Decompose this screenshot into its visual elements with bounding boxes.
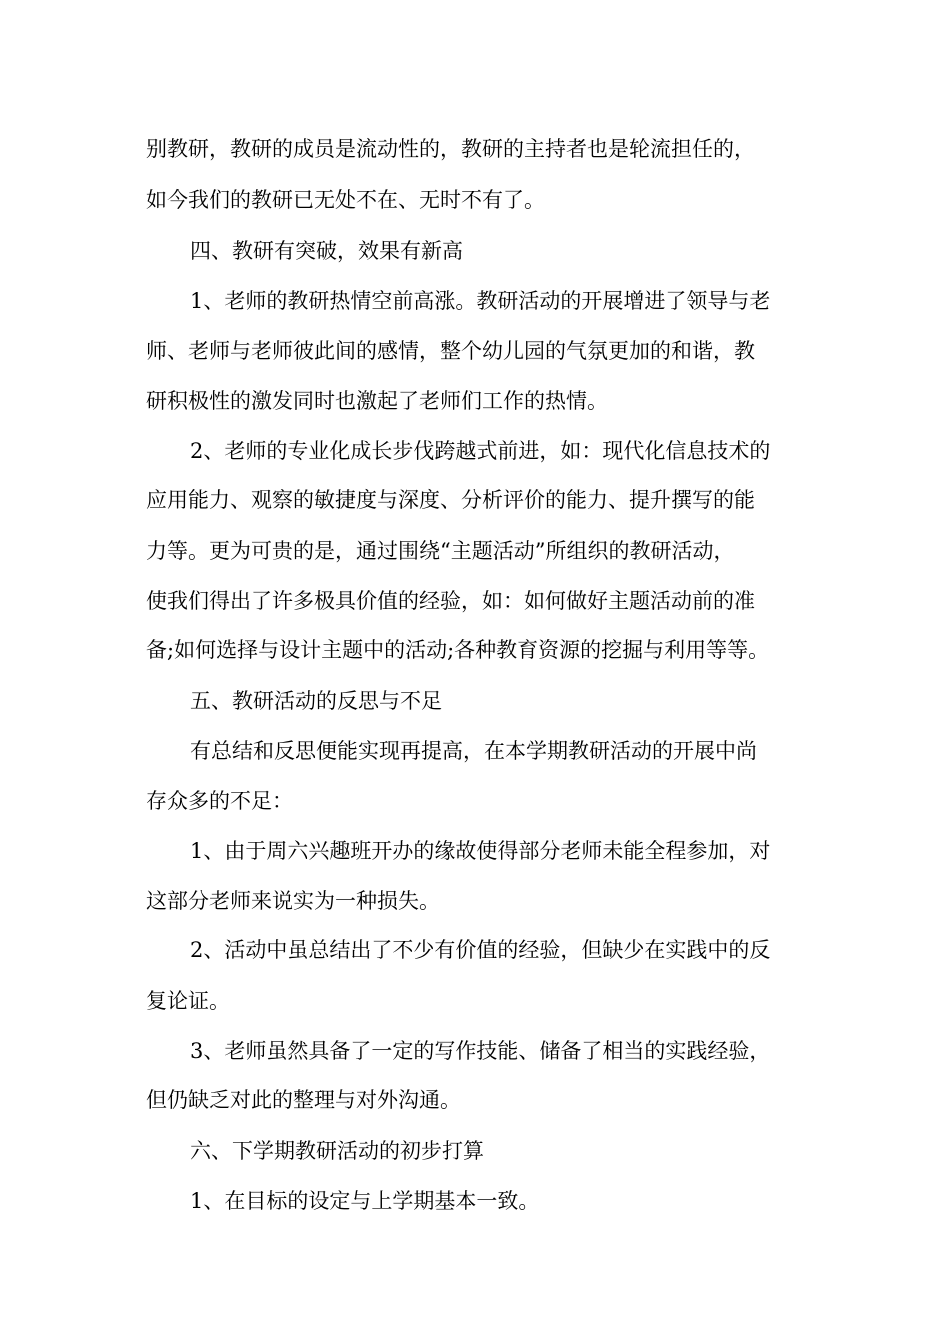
text-line: 备;如何选择与设计主题中的活动;各种教育资源的挖掘与利用等等。 <box>146 638 770 662</box>
section-heading: 五、教研活动的反思与不足 <box>190 689 442 713</box>
text-line: 这部分老师来说实为一种损失。 <box>146 889 440 913</box>
text-line: 2、活动中虽总结出了不少有价值的经验，但缺少在实践中的反 <box>190 938 771 962</box>
text-line: 复论证。 <box>146 989 230 1013</box>
text-line: 3、老师虽然具备了一定的写作技能、储备了相当的实践经验， <box>190 1039 771 1063</box>
text-line: 1、老师的教研热情空前高涨。教研活动的开展增进了领导与老 <box>190 289 771 313</box>
text-line: 力等。更为可贵的是，通过围绕“主题活动”所组织的教研活动， <box>146 539 735 563</box>
section-heading: 六、下学期教研活动的初步打算 <box>190 1139 484 1163</box>
text-line: 2、老师的专业化成长步伐跨越式前进，如：现代化信息技术的 <box>190 439 771 463</box>
text-line: 研积极性的激发同时也激起了老师们工作的热情。 <box>146 389 608 413</box>
text-line: 存众多的不足： <box>146 789 293 813</box>
text-line: 1、在目标的设定与上学期基本一致。 <box>190 1189 540 1213</box>
text-line: 如今我们的教研已无处不在、无时不有了。 <box>146 188 545 212</box>
text-line: 别教研，教研的成员是流动性的，教研的主持者也是轮流担任的， <box>146 137 755 161</box>
text-line: 应用能力、观察的敏捷度与深度、分析评价的能力、提升撰写的能 <box>146 488 755 512</box>
text-line: 使我们得出了许多极具价值的经验，如：如何做好主题活动前的准 <box>146 589 755 613</box>
text-line: 师、老师与老师彼此间的感情，整个幼儿园的气氛更加的和谐，教 <box>146 339 755 363</box>
section-heading: 四、教研有突破，效果有新高 <box>190 239 463 263</box>
text-line: 但仍缺乏对此的整理与对外沟通。 <box>146 1088 461 1112</box>
text-line: 有总结和反思便能实现再提高，在本学期教研活动的开展中尚 <box>190 739 757 763</box>
text-line: 1、由于周六兴趣班开办的缘故使得部分老师未能全程参加，对 <box>190 839 771 863</box>
